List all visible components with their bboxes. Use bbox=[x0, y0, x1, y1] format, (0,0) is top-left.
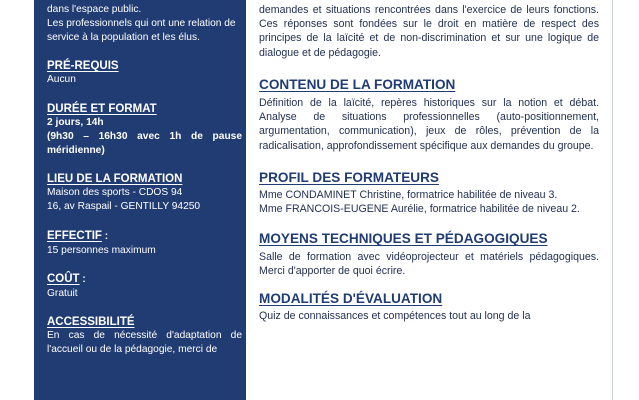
contenu-heading: CONTENU DE LA FORMATION bbox=[259, 76, 456, 92]
profil-heading: PROFIL DES FORMATEURS bbox=[259, 169, 439, 185]
moyens-heading: MOYENS TECHNIQUES ET PÉDAGOGIQUES bbox=[259, 231, 548, 247]
duree-duration: 2 jours, 14h bbox=[47, 117, 104, 128]
cout-colon: : bbox=[79, 274, 86, 285]
contenu-text: Définition de la laïcité, repères historiques sur la notion et débat. Analyse de situations professionnelles (auto-positionnement, argumentation, communication), jeux de rôles, prévention de la radicalisation, approfondissement spécifique aux demandes du groupe. bbox=[259, 97, 599, 152]
modalites-heading: MODALITÉS D'ÉVALUATION bbox=[259, 291, 443, 307]
intro-paragraph: demandes et situations rencontrées dans l'exercice de leurs fonctions. Ces réponses sont fondées sur le droit en matière de respect des principes de la laïcité et de non-discrimination et sur une logique de dialogue et de pédagogie. bbox=[259, 4, 599, 59]
duree-schedule: (9h30 – 16h30 avec 1h de pause méridienne) bbox=[47, 131, 242, 156]
page-edge-divider bbox=[612, 0, 613, 400]
lieu-line1: Maison des sports - CDOS 94 bbox=[47, 187, 183, 198]
public-intro-line2: Les professionnels qui ont une relation de service à la population et les élus. bbox=[47, 18, 236, 43]
lieu-heading: LIEU DE LA FORMATION bbox=[47, 173, 183, 185]
cout-heading-row bbox=[47, 272, 242, 287]
moyens-text: Salle de formation avec vidéoprojecteur et matériels pédagogiques. Merci d'apporter de quoi écrire. bbox=[259, 250, 599, 277]
cout-value: Gratuit bbox=[47, 288, 78, 299]
cout-heading: COÛT bbox=[47, 273, 80, 285]
effectif-colon: : bbox=[101, 231, 109, 242]
public-intro-line1: dans l'espace public. bbox=[47, 4, 142, 15]
modalites-text: Quiz de connaissances et compétences tout au long de la bbox=[259, 310, 531, 323]
main-content bbox=[259, 0, 599, 400]
prerequis-heading: PRÉ-REQUIS bbox=[47, 60, 119, 72]
accessibilite-heading: ACCESSIBILITÉ bbox=[47, 316, 135, 328]
info-sidebar bbox=[34, 0, 246, 400]
prerequis-value: Aucun bbox=[47, 74, 76, 85]
profil-line2: Mme FRANCOIS-EUGENE Aurélie, formatrice habilitée de niveau 2. bbox=[259, 203, 580, 216]
duree-heading: DURÉE ET FORMAT bbox=[47, 103, 157, 115]
effectif-heading: EFFECTIF bbox=[47, 230, 102, 242]
effectif-heading-row bbox=[47, 229, 242, 244]
profil-line1: Mme CONDAMINET Christine, formatrice habilitée de niveau 3. bbox=[259, 189, 558, 202]
lieu-line2: 16, av Raspail - GENTILLY 94250 bbox=[47, 201, 201, 212]
accessibilite-text: En cas de nécessité d'adaptation de l'accueil ou de la pédagogie, merci de bbox=[47, 330, 242, 355]
effectif-value: 15 personnes maximum bbox=[47, 245, 156, 256]
